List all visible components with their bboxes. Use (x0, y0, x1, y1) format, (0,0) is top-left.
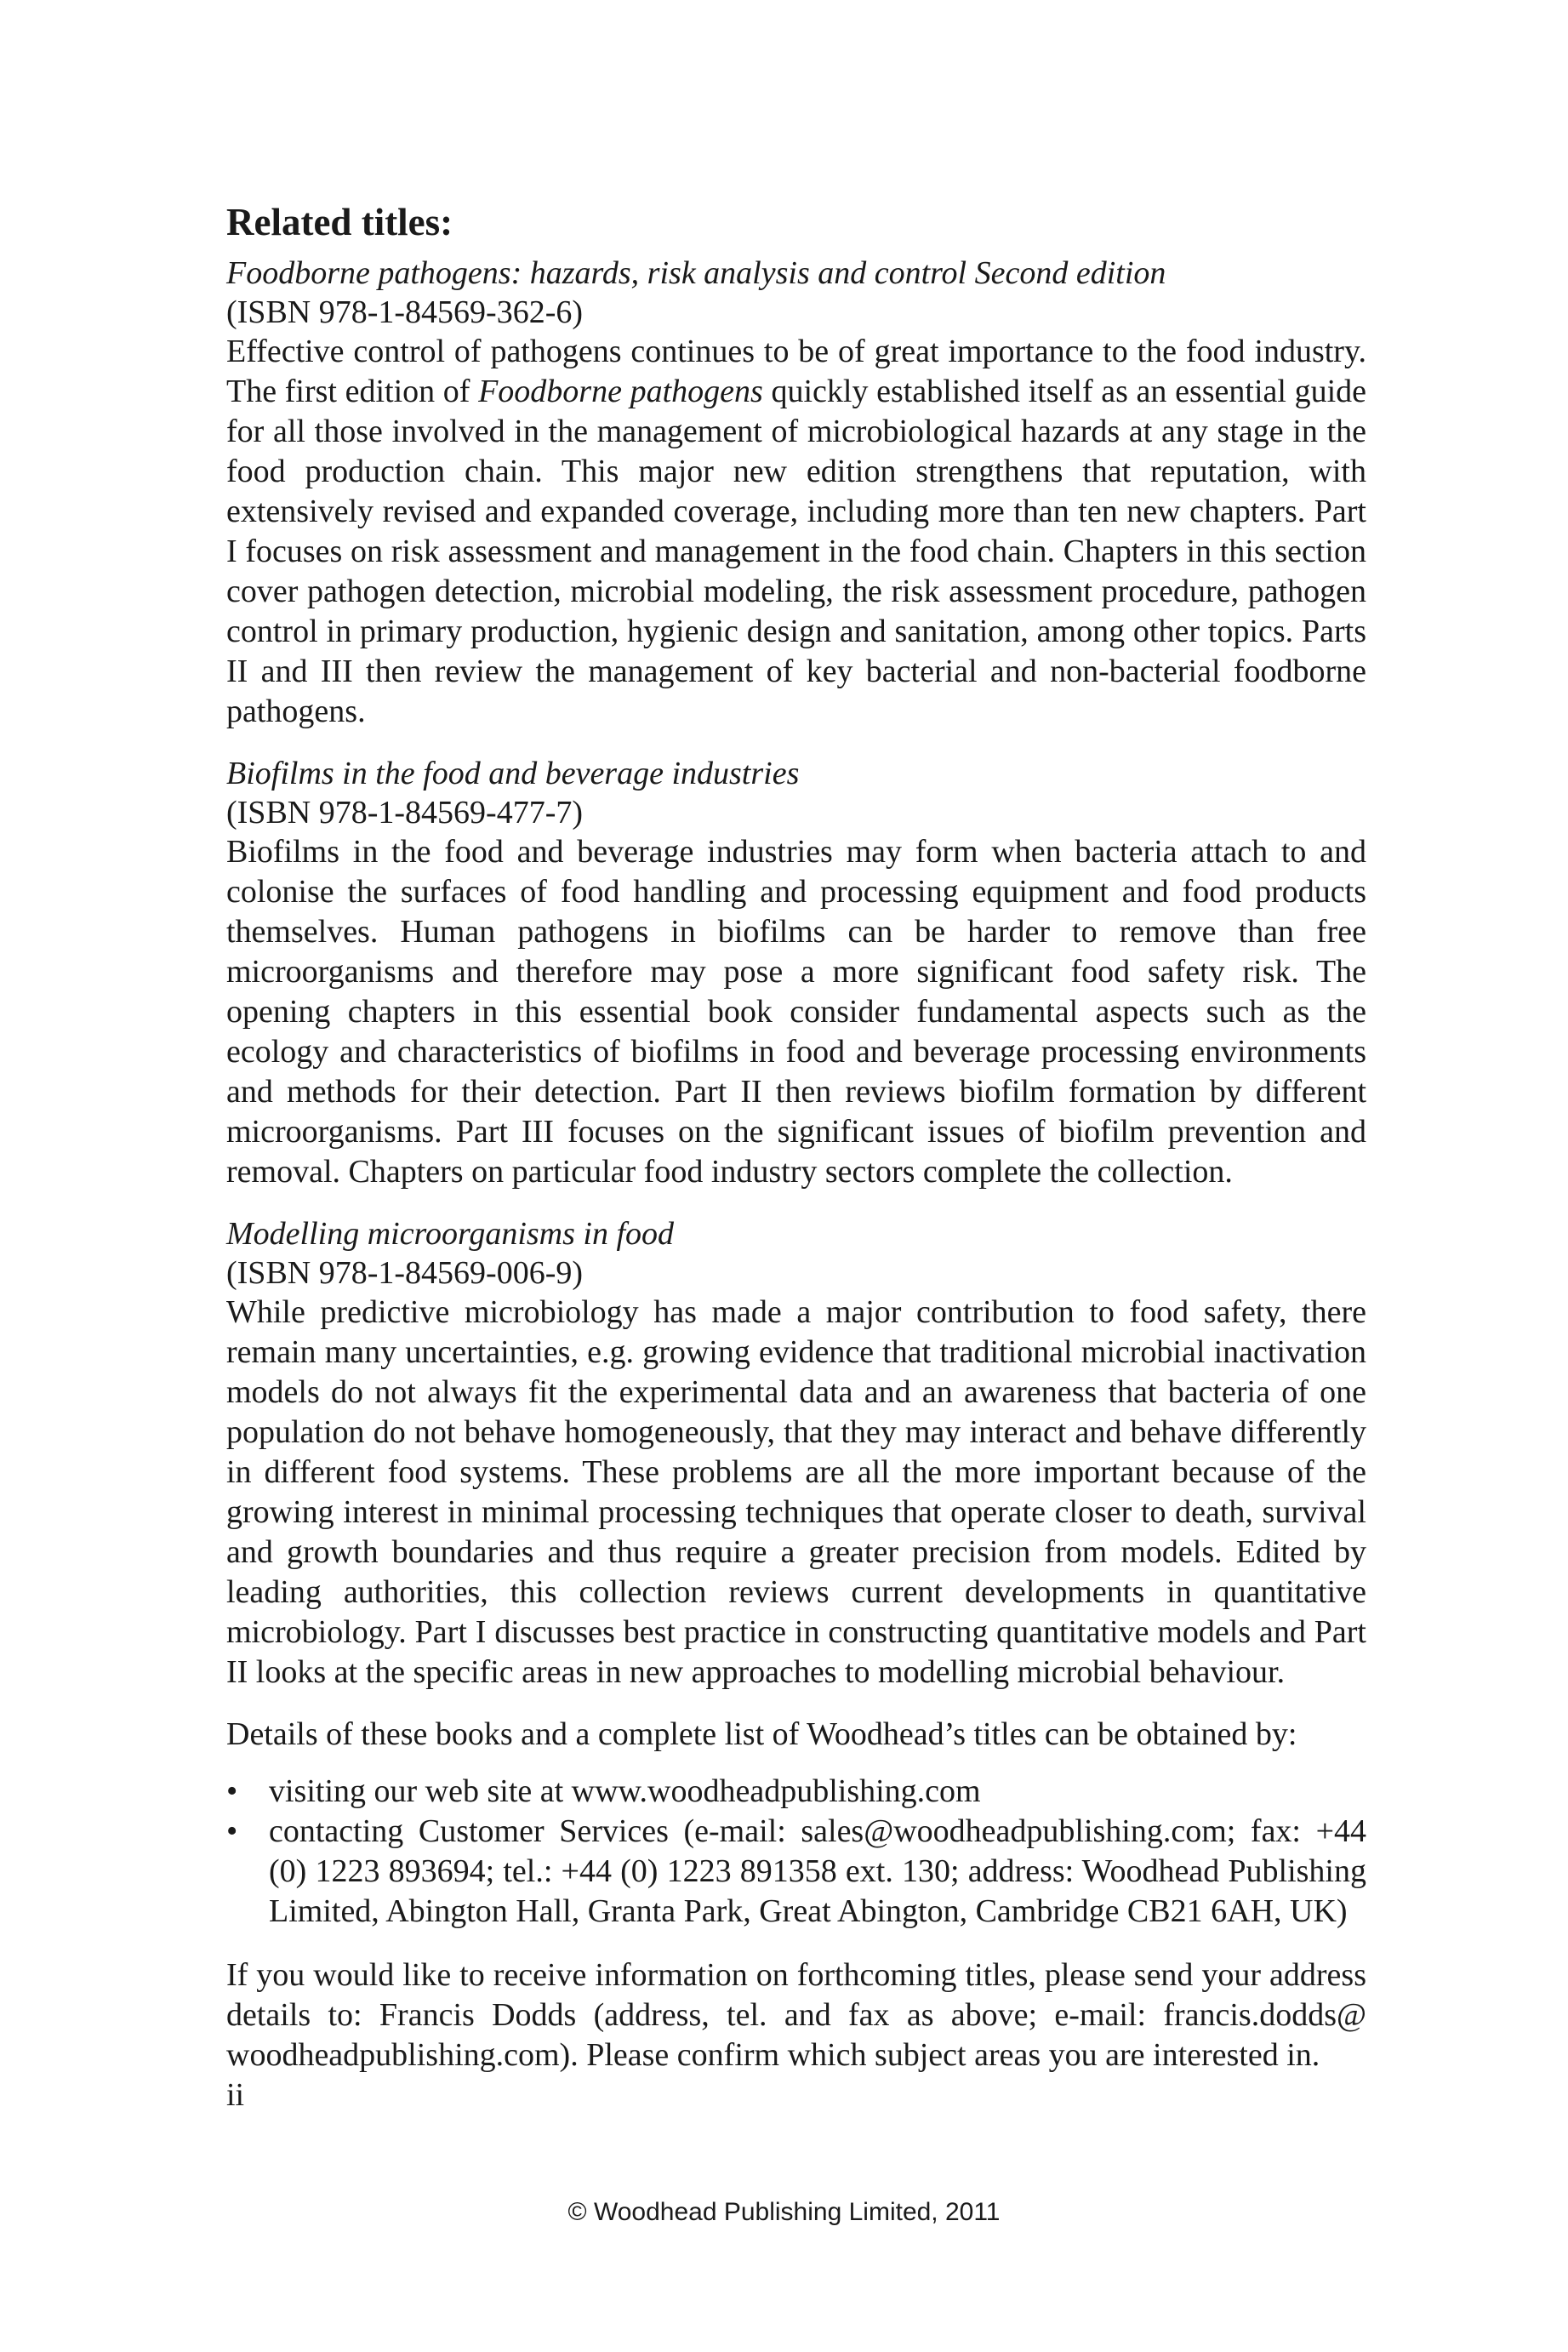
bullet-icon: • (226, 1773, 238, 1809)
contact-services-text: contacting Customer Services (e-mail: sales@woodheadpublishing.com; fax: +44 (0) 1223 893694; tel.: +44 (0) 1223 891358 ext. 130; address: Woodhead Publishing Limited, Abington Hall, Granta Park, Great Abington, Cambridge CB21 6AH, UK) (269, 1813, 1366, 1929)
book-isbn: (ISBN 978-1-84569-006-9) (226, 1254, 584, 1291)
copyright-footer: © Woodhead Publishing Limited, 2011 (567, 2198, 1001, 2226)
book-entry-modelling-microorganisms (226, 1214, 1366, 1693)
book-isbn: (ISBN 978-1-84569-477-7) (226, 794, 584, 831)
book-entry-foodborne-pathogens (226, 254, 1366, 732)
page-heading: Related titles: (226, 201, 453, 243)
book-title: Foodborne pathogens: hazards, risk analysis and control Second edition (226, 254, 1166, 291)
contact-website-text: visiting our web site at www.woodheadpublishing.com (269, 1773, 981, 1809)
book-description: While predictive microbiology has made a major contribution to food safety, there remain many uncertainties, e.g. growing evidence that traditional microbial inactivation models do not always fit the experimental data and an awareness that bacteria of one population do not behave homogeneously, that they may interact and behave differently in different food systems. These problems are all the more important because of the growing interest in minimal processing techniques that operate closer to death, survival and growth boundaries and thus require a greater precision from models. Edited by leading authorities, this collection reviews current developments in quantitative microbiology. Part I discusses best practice in constructing quantitative models and Part II looks at the specific areas in new approaches to modelling microbial behaviour. (226, 1293, 1366, 1690)
page-number: ii (226, 2076, 245, 2113)
contact-item-customer-services (226, 1812, 1366, 1932)
book-title: Modelling microorganisms in food (226, 1215, 675, 1252)
book-title: Biofilms in the food and beverage industries (226, 755, 800, 791)
book-description-part: quickly established itself as an essential guide for all those involved in the management of microbiological hazards at any stage in the food production chain. This major new edition strengthens that reputation, with extensively revised and expanded coverage, including more than ten new chapters. Part I focuses on risk assessment and management in the food chain. Chapters in this section cover pathogen detection, microbial modeling, the risk assessment procedure, pathogen control in primary production, hygienic design and sanitation, among other topics. Parts II and III then review the management of key bacterial and non-bacterial foodborne pathogens. (226, 373, 1366, 729)
bullet-icon: • (226, 1813, 238, 1849)
book-description-part: Effective control of pathogens continues to be of great importance to the food industry. The first edition of (226, 333, 1366, 409)
book-description: Biofilms in the food and beverage industries may form when bacteria attach to and colonise the surfaces of food handling and processing equipment and food products themselves. Human pathogens in biofilms can be harder to remove than free microorganisms and therefore may pose a more significant food safety risk. The opening chapters in this essential book consider fundamental aspects such as the ecology and characteristics of biofilms in food and beverage processing environments and methods for their detection. Part II then reviews biofilm formation by different microorganisms. Part III focuses on the significant issues of biofilm prevention and removal. Chapters on particular food industry sectors complete the collection. (226, 833, 1366, 1190)
book-entry-biofilms (226, 754, 1366, 1192)
book-description-italic-title: Foodborne pathogens (478, 373, 763, 409)
contact-item-website (226, 1772, 1366, 1812)
page-content (226, 201, 1366, 2115)
book-description (226, 332, 1366, 732)
contact-list (226, 1772, 1366, 1932)
closing-paragraph: If you would like to receive information on forthcoming titles, please send your address details to: Francis Dodds (address, tel. and fax as above; e-mail: francis.dodds@ woodheadpublishing.com). Please confirm which subject areas you are interested in. (226, 1956, 1366, 2073)
details-intro: Details of these books and a complete list of Woodhead’s titles can be obtained by: (226, 1715, 1297, 1752)
book-isbn: (ISBN 978-1-84569-362-6) (226, 294, 584, 330)
